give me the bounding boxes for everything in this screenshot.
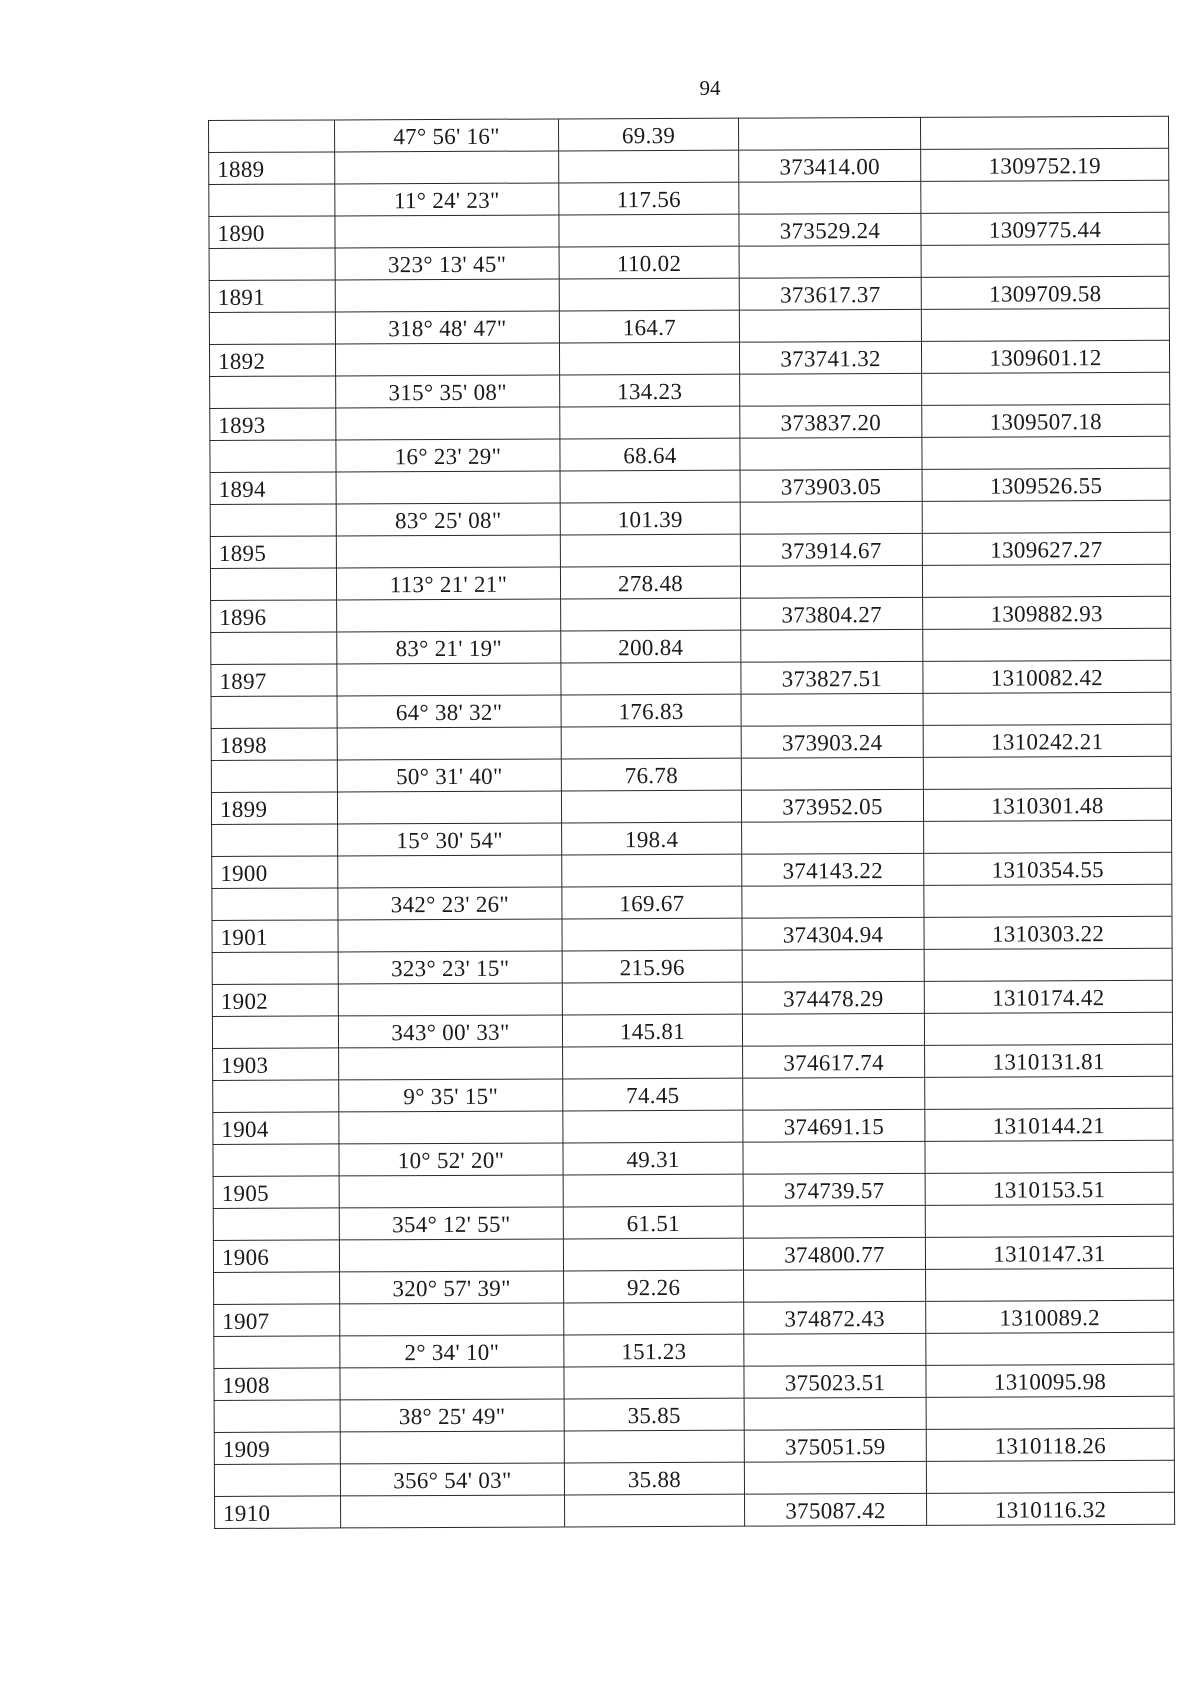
bearing-cell: 9° 35' 15" bbox=[339, 1079, 563, 1112]
northing-cell bbox=[744, 1397, 926, 1430]
table-row bbox=[214, 1268, 1174, 1304]
easting-cell bbox=[925, 1204, 1173, 1237]
easting-cell bbox=[921, 180, 1169, 213]
northing-cell bbox=[738, 117, 920, 150]
easting-cell: 1310095.98 bbox=[926, 1364, 1174, 1397]
bearing-cell bbox=[336, 535, 560, 568]
easting-cell: 1310242.21 bbox=[923, 724, 1171, 757]
distance-cell bbox=[564, 1302, 744, 1335]
bearing-cell bbox=[337, 663, 561, 696]
distance-cell bbox=[562, 918, 742, 951]
station-cell bbox=[209, 184, 335, 217]
bearing-cell: 315° 35' 08" bbox=[336, 375, 560, 408]
station-cell bbox=[213, 1144, 339, 1177]
northing-cell bbox=[740, 565, 922, 598]
bearing-cell: 320° 57' 39" bbox=[340, 1271, 564, 1304]
bearing-cell bbox=[336, 407, 560, 440]
station-cell: 1889 bbox=[209, 152, 335, 185]
bearing-cell: 64° 38' 32" bbox=[337, 695, 561, 728]
table-row bbox=[214, 1332, 1174, 1368]
station-cell bbox=[209, 312, 335, 345]
table-row bbox=[212, 852, 1172, 888]
easting-cell bbox=[922, 372, 1170, 405]
easting-cell bbox=[922, 436, 1170, 469]
distance-cell: 176.83 bbox=[561, 694, 741, 727]
distance-cell: 110.02 bbox=[559, 246, 739, 279]
table-row bbox=[211, 724, 1171, 760]
distance-cell: 101.39 bbox=[560, 502, 740, 535]
northing-cell: 374478.29 bbox=[742, 981, 924, 1014]
bearing-cell bbox=[337, 599, 561, 632]
distance-cell: 145.81 bbox=[562, 1014, 742, 1047]
station-cell: 1890 bbox=[209, 216, 335, 249]
distance-cell: 61.51 bbox=[563, 1206, 743, 1239]
northing-cell: 373914.67 bbox=[740, 533, 922, 566]
table-row bbox=[209, 116, 1169, 152]
distance-cell: 164.7 bbox=[559, 310, 739, 343]
table-row bbox=[212, 1012, 1172, 1048]
distance-cell: 69.39 bbox=[558, 118, 738, 151]
bearing-cell bbox=[337, 791, 561, 824]
northing-cell bbox=[743, 1141, 925, 1174]
northing-cell bbox=[744, 1461, 926, 1494]
distance-cell bbox=[562, 982, 742, 1015]
easting-cell bbox=[926, 1332, 1174, 1365]
bearing-cell: 10° 52' 20" bbox=[339, 1143, 563, 1176]
distance-cell: 134.23 bbox=[560, 374, 740, 407]
distance-cell: 49.31 bbox=[563, 1142, 743, 1175]
distance-cell bbox=[561, 662, 741, 695]
northing-cell bbox=[742, 885, 924, 918]
bearing-cell bbox=[339, 1239, 563, 1272]
northing-cell bbox=[739, 181, 921, 214]
station-cell: 1893 bbox=[210, 408, 336, 441]
easting-cell: 1309775.44 bbox=[921, 212, 1169, 245]
bearing-cell: 47° 56' 16" bbox=[335, 119, 559, 152]
easting-cell bbox=[921, 308, 1169, 341]
table-row bbox=[211, 660, 1171, 696]
station-cell bbox=[209, 120, 335, 153]
easting-cell bbox=[923, 628, 1171, 661]
northing-cell bbox=[743, 1077, 925, 1110]
station-cell bbox=[210, 504, 336, 537]
table-row bbox=[213, 1108, 1173, 1144]
station-cell bbox=[214, 1272, 340, 1305]
table-row bbox=[209, 276, 1169, 312]
easting-cell: 1309601.12 bbox=[921, 340, 1169, 373]
station-cell: 1901 bbox=[212, 920, 338, 953]
bearing-cell bbox=[335, 279, 559, 312]
bearing-cell: 354° 12' 55" bbox=[339, 1207, 563, 1240]
distance-cell bbox=[560, 534, 740, 567]
easting-cell: 1309526.55 bbox=[922, 468, 1170, 501]
station-cell bbox=[213, 1208, 339, 1241]
station-cell bbox=[211, 760, 337, 793]
northing-cell bbox=[743, 1205, 925, 1238]
northing-cell: 373529.24 bbox=[739, 213, 921, 246]
distance-cell bbox=[561, 726, 741, 759]
northing-cell: 375051.59 bbox=[744, 1429, 926, 1462]
bearing-cell: 343° 00' 33" bbox=[338, 1015, 562, 1048]
easting-cell: 1309627.27 bbox=[922, 532, 1170, 565]
station-cell bbox=[212, 1016, 338, 1049]
station-cell bbox=[214, 1400, 340, 1433]
easting-cell bbox=[924, 948, 1172, 981]
bearing-cell bbox=[341, 1495, 565, 1528]
table-row bbox=[211, 692, 1171, 728]
easting-cell: 1310116.32 bbox=[926, 1492, 1174, 1525]
distance-cell: 198.4 bbox=[562, 822, 742, 855]
easting-cell bbox=[923, 692, 1171, 725]
table-row bbox=[210, 500, 1170, 536]
distance-cell: 68.64 bbox=[560, 438, 740, 471]
distance-cell: 278.48 bbox=[560, 566, 740, 599]
station-cell: 1902 bbox=[212, 984, 338, 1017]
bearing-cell: 83° 25' 08" bbox=[336, 503, 560, 536]
northing-cell: 373837.20 bbox=[740, 405, 922, 438]
distance-cell: 169.67 bbox=[562, 886, 742, 919]
northing-cell bbox=[740, 437, 922, 470]
bearing-cell bbox=[338, 919, 562, 952]
northing-cell: 373414.00 bbox=[739, 149, 921, 182]
bearing-cell bbox=[339, 1047, 563, 1080]
bearing-cell: 38° 25' 49" bbox=[340, 1399, 564, 1432]
distance-cell bbox=[561, 790, 741, 823]
station-cell bbox=[210, 376, 336, 409]
station-cell bbox=[212, 824, 338, 857]
station-cell: 1909 bbox=[214, 1432, 340, 1465]
bearing-cell: 323° 13' 45" bbox=[335, 247, 559, 280]
northing-cell bbox=[742, 821, 924, 854]
station-cell: 1892 bbox=[209, 344, 335, 377]
northing-cell: 374143.22 bbox=[742, 853, 924, 886]
table-row bbox=[211, 628, 1171, 664]
station-cell: 1907 bbox=[214, 1304, 340, 1337]
station-cell: 1898 bbox=[211, 728, 337, 761]
table-row bbox=[213, 1204, 1173, 1240]
easting-cell: 1310301.48 bbox=[923, 788, 1171, 821]
northing-cell: 374691.15 bbox=[743, 1109, 925, 1142]
easting-cell bbox=[922, 564, 1170, 597]
bearing-cell bbox=[340, 1303, 564, 1336]
northing-cell: 373903.05 bbox=[740, 469, 922, 502]
easting-cell: 1309507.18 bbox=[922, 404, 1170, 437]
northing-cell: 374304.94 bbox=[742, 917, 924, 950]
easting-cell: 1310144.21 bbox=[925, 1108, 1173, 1141]
bearing-cell bbox=[339, 1175, 563, 1208]
traverse-table-body bbox=[209, 116, 1175, 1528]
table-row bbox=[209, 180, 1169, 216]
distance-cell bbox=[560, 406, 740, 439]
easting-cell: 1310089.2 bbox=[926, 1300, 1174, 1333]
northing-cell: 373903.24 bbox=[741, 725, 923, 758]
easting-cell: 1310082.42 bbox=[923, 660, 1171, 693]
table-row bbox=[210, 564, 1170, 600]
station-cell: 1910 bbox=[215, 1496, 341, 1529]
table-row bbox=[211, 596, 1171, 632]
station-cell: 1891 bbox=[209, 280, 335, 313]
easting-cell bbox=[924, 884, 1172, 917]
northing-cell bbox=[740, 501, 922, 534]
table-row bbox=[212, 820, 1172, 856]
easting-cell bbox=[924, 820, 1172, 853]
bearing-cell: 342° 23' 26" bbox=[338, 887, 562, 920]
northing-cell bbox=[739, 245, 921, 278]
table-row bbox=[210, 404, 1170, 440]
bearing-cell bbox=[337, 727, 561, 760]
station-cell bbox=[214, 1336, 340, 1369]
northing-cell: 373827.51 bbox=[741, 661, 923, 694]
northing-cell: 373952.05 bbox=[741, 789, 923, 822]
easting-cell: 1310118.26 bbox=[926, 1428, 1174, 1461]
bearing-cell bbox=[340, 1367, 564, 1400]
distance-cell bbox=[561, 598, 741, 631]
distance-cell: 74.45 bbox=[563, 1078, 743, 1111]
bearing-cell: 50° 31' 40" bbox=[337, 759, 561, 792]
table-row bbox=[210, 372, 1170, 408]
table-row bbox=[214, 1460, 1174, 1496]
table-row bbox=[211, 756, 1171, 792]
table-row bbox=[213, 1140, 1173, 1176]
table-row bbox=[210, 532, 1170, 568]
easting-cell bbox=[925, 1076, 1173, 1109]
station-cell: 1906 bbox=[213, 1240, 339, 1273]
distance-cell bbox=[563, 1046, 743, 1079]
station-cell bbox=[214, 1464, 340, 1497]
bearing-cell: 16° 23' 29" bbox=[336, 439, 560, 472]
table-row bbox=[213, 1044, 1173, 1080]
northing-cell: 375023.51 bbox=[744, 1365, 926, 1398]
easting-cell bbox=[923, 756, 1171, 789]
easting-cell bbox=[926, 1396, 1174, 1429]
northing-cell bbox=[742, 949, 924, 982]
northing-cell: 374872.43 bbox=[744, 1301, 926, 1334]
easting-cell bbox=[922, 500, 1170, 533]
bearing-cell bbox=[336, 471, 560, 504]
distance-cell bbox=[564, 1366, 744, 1399]
northing-cell: 374739.57 bbox=[743, 1173, 925, 1206]
northing-cell bbox=[740, 373, 922, 406]
bearing-cell bbox=[335, 343, 559, 376]
station-cell bbox=[209, 248, 335, 281]
distance-cell: 76.78 bbox=[561, 758, 741, 791]
northing-cell: 373741.32 bbox=[739, 341, 921, 374]
distance-cell bbox=[563, 1110, 743, 1143]
bearing-cell: 83° 21' 19" bbox=[337, 631, 561, 664]
distance-cell: 35.88 bbox=[564, 1462, 744, 1495]
table-row bbox=[213, 1172, 1173, 1208]
easting-cell: 1309709.58 bbox=[921, 276, 1169, 309]
northing-cell bbox=[739, 309, 921, 342]
easting-cell: 1310354.55 bbox=[924, 852, 1172, 885]
bearing-cell: 2° 34' 10" bbox=[340, 1335, 564, 1368]
station-cell: 1900 bbox=[212, 856, 338, 889]
easting-cell bbox=[925, 1140, 1173, 1173]
easting-cell bbox=[926, 1268, 1174, 1301]
station-cell: 1899 bbox=[211, 792, 337, 825]
easting-cell: 1309752.19 bbox=[921, 148, 1169, 181]
bearing-cell bbox=[338, 983, 562, 1016]
table-row bbox=[213, 1236, 1173, 1272]
table-row bbox=[209, 308, 1169, 344]
station-cell bbox=[211, 632, 337, 665]
bearing-cell: 11° 24' 23" bbox=[335, 183, 559, 216]
station-cell bbox=[210, 440, 336, 473]
northing-cell: 374800.77 bbox=[743, 1237, 925, 1270]
table-row bbox=[212, 948, 1172, 984]
easting-cell: 1310147.31 bbox=[925, 1236, 1173, 1269]
distance-cell: 92.26 bbox=[564, 1270, 744, 1303]
easting-cell bbox=[921, 244, 1169, 277]
table-row bbox=[209, 212, 1169, 248]
table-row bbox=[212, 916, 1172, 952]
northing-cell: 375087.42 bbox=[745, 1493, 927, 1526]
station-cell: 1896 bbox=[211, 600, 337, 633]
bearing-cell bbox=[338, 855, 562, 888]
table-row bbox=[209, 340, 1169, 376]
distance-cell bbox=[564, 1430, 744, 1463]
station-cell: 1897 bbox=[211, 664, 337, 697]
distance-cell bbox=[559, 278, 739, 311]
table-row bbox=[212, 884, 1172, 920]
easting-cell: 1310131.81 bbox=[925, 1044, 1173, 1077]
northing-cell bbox=[741, 693, 923, 726]
distance-cell: 200.84 bbox=[561, 630, 741, 663]
bearing-cell: 15° 30' 54" bbox=[338, 823, 562, 856]
bearing-cell bbox=[335, 215, 559, 248]
easting-cell: 1310174.42 bbox=[924, 980, 1172, 1013]
station-cell: 1894 bbox=[210, 472, 336, 505]
bearing-cell: 318° 48' 47" bbox=[335, 311, 559, 344]
easting-cell: 1309882.93 bbox=[923, 596, 1171, 629]
station-cell: 1903 bbox=[213, 1048, 339, 1081]
bearing-cell bbox=[335, 151, 559, 184]
bearing-cell bbox=[339, 1111, 563, 1144]
distance-cell: 215.96 bbox=[562, 950, 742, 983]
northing-cell: 374617.74 bbox=[743, 1045, 925, 1078]
table-row bbox=[210, 468, 1170, 504]
northing-cell bbox=[741, 757, 923, 790]
station-cell bbox=[211, 696, 337, 729]
distance-cell bbox=[562, 854, 742, 887]
table-row bbox=[212, 980, 1172, 1016]
station-cell: 1905 bbox=[213, 1176, 339, 1209]
northing-cell: 373617.37 bbox=[739, 277, 921, 310]
station-cell: 1895 bbox=[210, 536, 336, 569]
station-cell bbox=[213, 1080, 339, 1113]
distance-cell bbox=[563, 1238, 743, 1271]
table-row bbox=[214, 1300, 1174, 1336]
northing-cell bbox=[744, 1333, 926, 1366]
bearing-cell bbox=[340, 1431, 564, 1464]
station-cell bbox=[210, 568, 336, 601]
easting-cell bbox=[920, 116, 1168, 149]
northing-cell: 373804.27 bbox=[741, 597, 923, 630]
station-cell bbox=[212, 952, 338, 985]
distance-cell bbox=[559, 342, 739, 375]
distance-cell: 35.85 bbox=[564, 1398, 744, 1431]
table-row bbox=[211, 788, 1171, 824]
distance-cell: 117.56 bbox=[559, 182, 739, 215]
bearing-cell: 113° 21' 21" bbox=[336, 567, 560, 600]
page-number: 94 bbox=[699, 76, 721, 100]
station-cell bbox=[212, 888, 338, 921]
distance-cell: 151.23 bbox=[564, 1334, 744, 1367]
traverse-table-container bbox=[208, 116, 1174, 1529]
easting-cell bbox=[924, 1012, 1172, 1045]
easting-cell bbox=[926, 1460, 1174, 1493]
northing-cell bbox=[741, 629, 923, 662]
distance-cell bbox=[560, 470, 740, 503]
easting-cell: 1310303.22 bbox=[924, 916, 1172, 949]
northing-cell bbox=[744, 1269, 926, 1302]
easting-cell: 1310153.51 bbox=[925, 1172, 1173, 1205]
table-row bbox=[215, 1492, 1175, 1528]
table-row bbox=[213, 1076, 1173, 1112]
distance-cell bbox=[559, 214, 739, 247]
distance-cell bbox=[563, 1174, 743, 1207]
table-row bbox=[210, 436, 1170, 472]
table-row bbox=[209, 244, 1169, 280]
bearing-cell: 323° 23' 15" bbox=[338, 951, 562, 984]
traverse-table bbox=[208, 116, 1175, 1529]
table-row bbox=[214, 1364, 1174, 1400]
station-cell: 1904 bbox=[213, 1112, 339, 1145]
bearing-cell: 356° 54' 03" bbox=[340, 1463, 564, 1496]
station-cell: 1908 bbox=[214, 1368, 340, 1401]
table-row bbox=[214, 1428, 1174, 1464]
distance-cell bbox=[565, 1494, 745, 1527]
table-row bbox=[209, 148, 1169, 184]
northing-cell bbox=[742, 1013, 924, 1046]
distance-cell bbox=[559, 150, 739, 183]
table-row bbox=[214, 1396, 1174, 1432]
